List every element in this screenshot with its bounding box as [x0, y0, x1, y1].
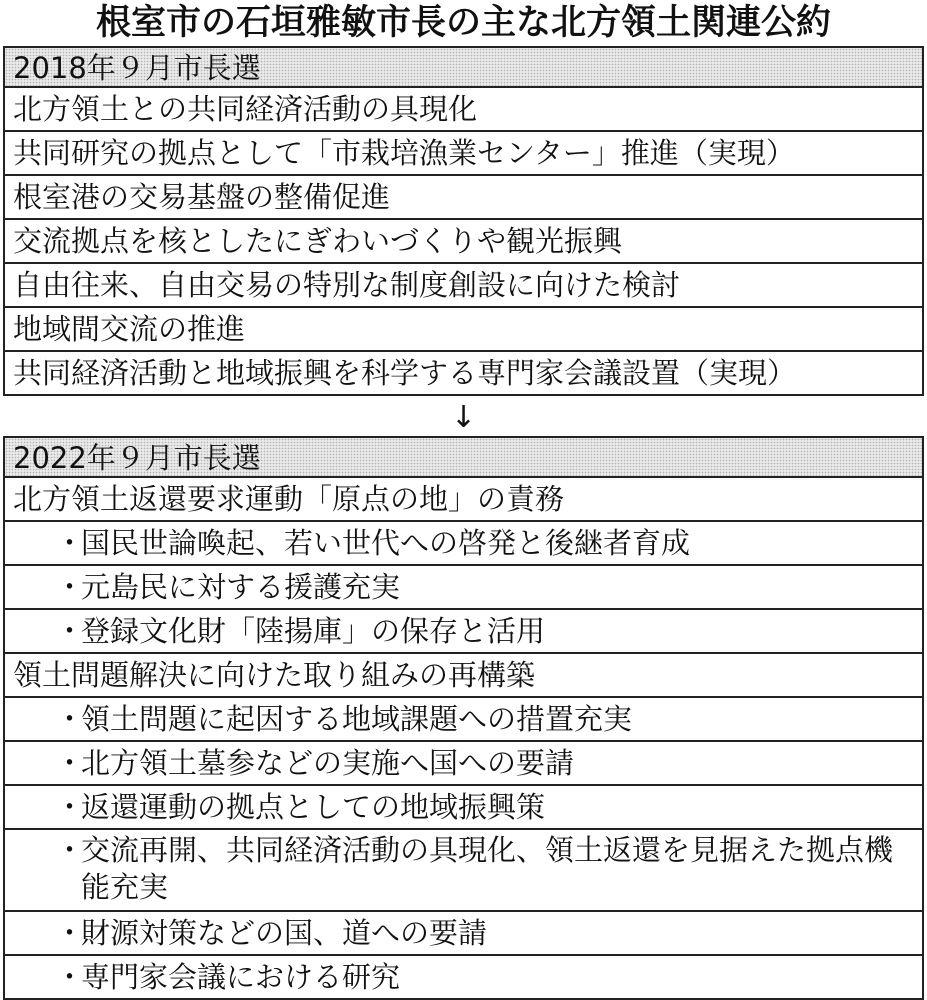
pledge-2022-sub-item: [5, 912, 922, 956]
sub-item-text: 北方領土墓参などの実施へ国への要請: [81, 746, 575, 780]
section-2018-header: 2018年９月市長選: [3, 46, 924, 86]
bullet-icon: ・: [55, 702, 85, 736]
sub-item-text: 元島民に対する援護充実: [81, 570, 401, 604]
sub-item-text: 国民世論喚起、若い世代への啓発と後継者育成: [81, 526, 691, 560]
sub-item-text: 財源対策などの国、道への要請: [81, 916, 488, 950]
pledge-2022-sub-item: [5, 956, 922, 1000]
sub-item-text: 専門家会議における研究: [81, 960, 401, 994]
pledge-2022-group-heading: 領土問題解決に向けた取り組みの再構築: [5, 654, 922, 698]
bullet-icon: ・: [55, 614, 85, 648]
pledge-2022-sub-item: [5, 698, 922, 742]
pledge-2022-sub-item: [5, 566, 922, 610]
sub-item-text: 領土問題に起因する地域課題への措置充実: [81, 702, 633, 736]
sub-item-text: 交流再開、共同経済活動の具現化、領土返還を見据えた拠点機能充実: [81, 833, 894, 904]
sub-item-text: 登録文化財「陸揚庫」の保存と活用: [81, 614, 546, 648]
pledge-2022-sub-item: [5, 742, 922, 786]
section-2018: [3, 46, 924, 396]
pledge-2022-sub-item: [5, 610, 922, 654]
section-2022: [3, 436, 924, 1000]
bullet-icon: ・: [55, 960, 85, 994]
bullet-icon: ・: [55, 570, 85, 604]
bullet-icon: ・: [55, 833, 85, 867]
bullet-icon: ・: [55, 916, 85, 950]
down-arrow-icon: ↓: [450, 400, 477, 435]
bullet-icon: ・: [55, 790, 85, 824]
pledge-2022-sub-item: [5, 830, 922, 912]
pledge-2022-sub-item: [5, 522, 922, 566]
section-2022-header: 2022年９月市長選: [3, 436, 924, 476]
pledge-2018-item: 北方領土との共同経済活動の具現化: [5, 88, 922, 132]
pledge-2018-item: 共同経済活動と地域振興を科学する専門家会議設置（実現）: [5, 352, 922, 396]
pledge-2022-group-heading: 北方領土返還要求運動「原点の地」の責務: [5, 478, 922, 522]
pledge-2018-item: 共同研究の拠点として「市栽培漁業センター」推進（実現）: [5, 132, 922, 176]
pledge-2018-item: 根室港の交易基盤の整備促進: [5, 176, 922, 220]
page-title: 根室市の石垣雅敏市長の主な北方領土関連公約: [95, 3, 831, 43]
bullet-icon: ・: [55, 746, 85, 780]
section-2022-list: [3, 476, 924, 1000]
section-2018-list: [3, 86, 924, 396]
bullet-icon: ・: [55, 526, 85, 560]
pledge-2018-item: 地域間交流の推進: [5, 308, 922, 352]
pledge-2022-sub-item: [5, 786, 922, 830]
sub-item-text: 返還運動の拠点としての地域振興策: [81, 790, 546, 824]
pledge-2018-item: 交流拠点を核としたにぎわいづくりや観光振興: [5, 220, 922, 264]
pledge-2018-item: 自由往来、自由交易の特別な制度創設に向けた検討: [5, 264, 922, 308]
